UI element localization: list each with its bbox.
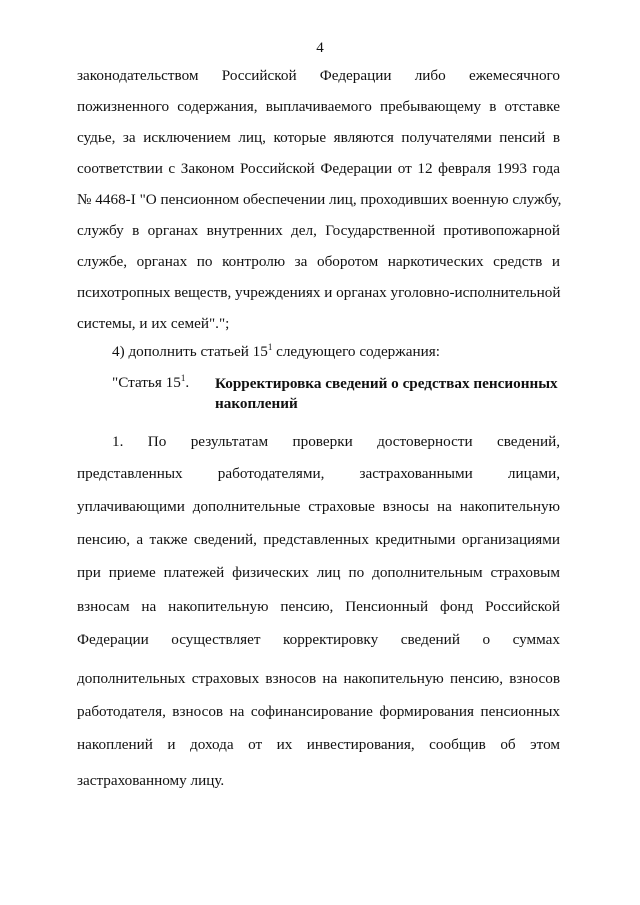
para1-line-7: службе, органах по контролю за оборотом наркотических средств и [77,253,560,270]
para2-line-9: работодателя, взносов на софинансирование формирования пенсионных [77,703,560,720]
para1-line-9: системы, и их семей"."; [77,315,230,332]
para2-line-6: взносам на накопительную пенсию, Пенсионный фонд Российской [77,598,560,615]
para1-line-6: службу в органах внутренних дел, Государственной противопожарной [77,222,560,239]
para2-line-3: уплачивающими дополнительные страховые взносы на накопительную [77,498,560,515]
page-number: 4 [316,40,324,56]
article-label-dot: . [185,374,190,391]
article-label-sup: 1 [180,372,186,383]
para1-line-1: законодательством Российской Федерации либо ежемесячного [77,67,560,84]
para2-line-10: накоплений и дохода от их инвестирования, сообщив об этом [77,736,560,753]
item-4 [112,343,440,361]
para1-line-8: психотропных веществ, учреждениях и органах уголовно-исполнительной [77,284,561,301]
para2-line-1: 1. По результатам проверки достоверности сведений, [112,433,560,450]
article-label-text: "Статья 15 [112,374,181,391]
para2-line-7: Федерации осуществляет корректировку сведений о суммах [77,631,560,648]
para2-line-5: при приеме платежей физических лиц по дополнительным страховым [77,564,560,581]
para1-line-2: пожизненного содержания, выплачиваемого пребывающему в отставке [77,98,560,115]
para2-line-8: дополнительных страховых взносов на накопительную пенсию, взносов [77,670,560,687]
para1-line-3: судье, за исключением лиц, которые являются получателями пенсий в [77,129,560,146]
para1-line-5: № 4468-I "О пенсионном обеспечении лиц, проходивших военную службу, [77,191,562,208]
para2-line-11: застрахованному лицу. [77,772,225,789]
item-4-text-after: следующего содержания: [272,343,440,360]
article-title: Корректировка сведений о средствах пенсионных накоплений [215,375,558,412]
item-4-text: 4) дополнить статьей 15 [112,343,268,360]
para1-line-4: соответствии с Законом Российской Федерации от 12 февраля 1993 года [77,160,560,177]
para2-line-2: представленных работодателями, застрахованными лицами, [77,465,560,482]
para2-line-4: пенсию, а также сведений, представленных кредитными организациями [77,531,560,548]
article-label [112,374,189,392]
item-4-sup: 1 [267,341,273,352]
